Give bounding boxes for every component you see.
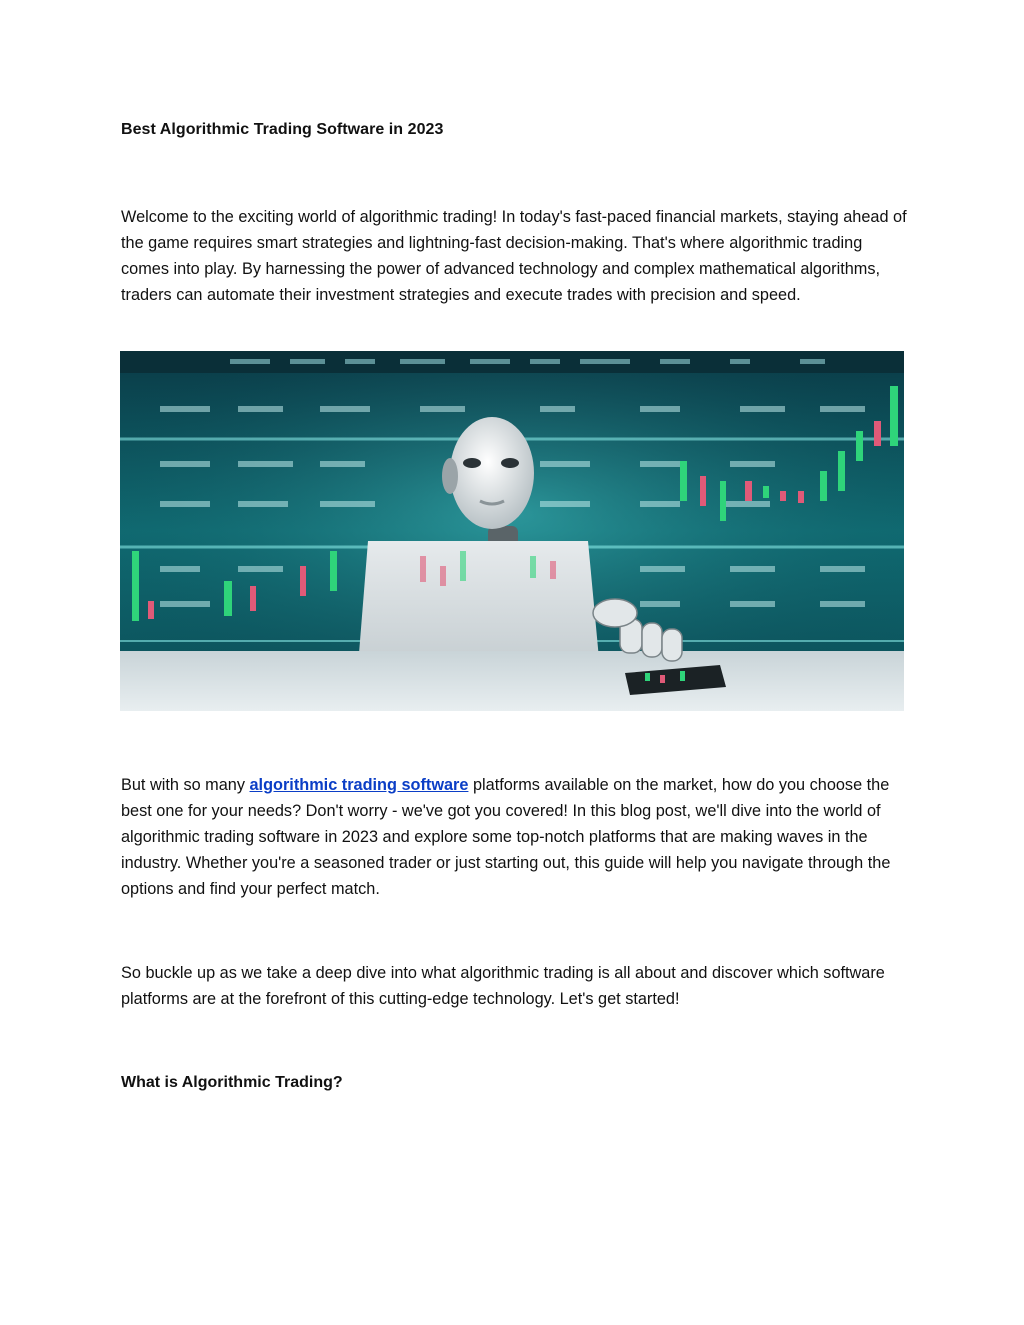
body-paragraph-buckle-up: So buckle up as we take a deep dive into what algorithmic trading is all about and discover which software platforms are at the forefront of this cutting-edge technology. Let's get started! (121, 964, 885, 1008)
body-paragraph-choose (121, 772, 911, 902)
algorithmic-trading-software-link[interactable]: algorithmic trading software (249, 776, 469, 794)
para2-text-before-link: But with so many (121, 776, 250, 794)
para2-text-after-link: platforms available on the market, how do you choose the best one for your needs? Don't worry - we've got you covered! In this blog post, we'll dive into the world of algorithmic trading software in 2023 and explore some top-notch platforms that are making waves in the industry. Whether you're a seasoned trader or just starting out, this guide will help you navigate through the options and find your perfect match. (121, 776, 891, 898)
robot-trading-illustration (120, 351, 904, 711)
intro-paragraph: Welcome to the exciting world of algorithmic trading! In today's fast-paced financial markets, staying ahead of the game requires smart strategies and lightning-fast decision-making. That's where algorithmic trading comes into play. By harnessing the power of advanced technology and complex mathematical algorithms, traders can automate their investment strategies and execute trades with precision and speed. (121, 208, 907, 304)
document-title: Best Algorithmic Trading Software in 2023 (121, 121, 444, 138)
section-heading: What is Algorithmic Trading? (121, 1074, 343, 1091)
